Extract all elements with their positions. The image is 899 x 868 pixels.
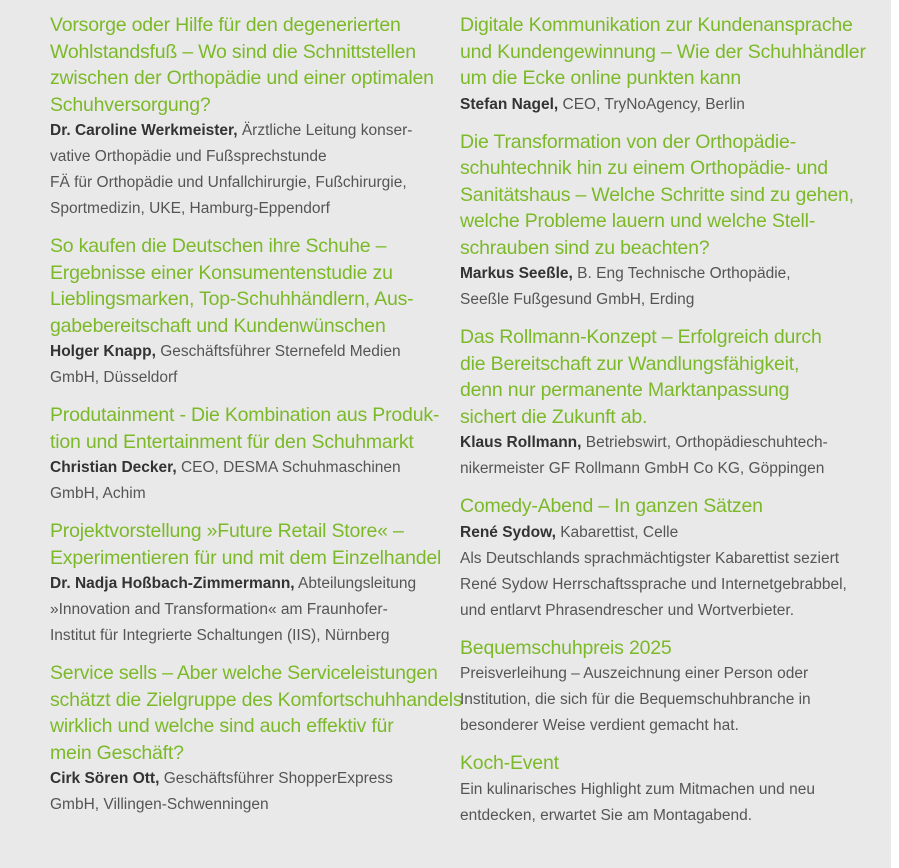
description-line [50, 118, 440, 144]
talk-title-line: Projektvorstellung »Future Retail Store« – [50, 520, 404, 542]
talk-title [460, 635, 880, 662]
program-item [460, 493, 880, 624]
description-text: Abteilungsleitung [294, 575, 417, 592]
talk-title [50, 402, 440, 455]
talk-description [50, 571, 440, 649]
description-line [50, 571, 440, 597]
talk-title-line: schrauben sind zu beachten? [460, 236, 710, 259]
talk-title [50, 233, 440, 339]
talk-title [460, 493, 880, 520]
description-line [50, 623, 440, 649]
description-text: Kabarettist, Celle [555, 523, 679, 541]
description-line [460, 261, 880, 287]
talk-description [460, 430, 880, 482]
program-item [50, 518, 440, 649]
description-text: Seeßle Fußgesund GmbH, Erding [460, 291, 695, 308]
description-line [50, 597, 440, 623]
talk-title-line: Service sells – Aber welche Serviceleistungen [50, 662, 438, 684]
description-text: CEO, DESMA Schuhmaschinen [176, 459, 401, 476]
talk-title-line: So kaufen die Deutschen ihre Schuhe – [50, 235, 387, 257]
description-line [460, 713, 880, 739]
description-text: CEO, TryNoAgency, Berlin [558, 95, 745, 113]
description-text: René Sydow Herrschaftssprache und Internetgebrabbel, [460, 575, 847, 593]
talk-description [50, 339, 440, 391]
description-line [50, 481, 440, 507]
talk-title [460, 129, 880, 262]
description-line [50, 365, 440, 391]
program-item [460, 129, 880, 314]
talk-title-line: zwischen der Orthopädie und einer optimalen [50, 67, 434, 89]
talk-title-line: Experimentieren für und mit dem Einzelhandel [50, 546, 442, 569]
talk-title-line: Koch-Event [460, 752, 559, 774]
talk-title-line: und Kundengewinnung – Wie der Schuhhändler [460, 40, 866, 63]
talk-title [460, 750, 880, 777]
speaker-name: Dr. Caroline Werkmeister, [50, 122, 238, 139]
description-line [460, 803, 880, 829]
talk-title-line: mein Geschäft? [50, 741, 184, 764]
talk-title-line: Bequemschuhpreis 2025 [460, 636, 672, 659]
description-line [50, 170, 440, 196]
talk-description [50, 118, 440, 222]
talk-title-line: Ergebnisse einer Konsumentenstudie zu [50, 261, 393, 284]
description-line [460, 687, 880, 713]
speaker-name: Cirk Sören Ott, [50, 770, 160, 787]
description-line [50, 792, 440, 818]
talk-title-line: Vorsorge oder Hilfe für den degenerierten [50, 14, 401, 36]
description-text: Als Deutschlands sprachmächtigster Kabarettist seziert [460, 549, 840, 567]
speaker-name: Markus Seeßle, [460, 265, 573, 282]
talk-description [50, 766, 440, 818]
description-text: Institut für Integrierte Schaltungen (IIS), Nürnberg [50, 627, 390, 644]
description-line [50, 766, 440, 792]
talk-title-line: Die Transformation von der Orthopädie- [460, 130, 796, 153]
program-item [460, 324, 880, 482]
description-line [460, 546, 880, 572]
description-text: Betriebswirt, Orthopädieschuhtech- [581, 434, 828, 451]
talk-title [460, 324, 880, 430]
talk-title [460, 12, 880, 92]
talk-title-line: schuhtechnik hin zu einem Orthopädie- und [460, 157, 828, 179]
description-text: Ein kulinarisches Highlight zum Mitmachen und neu [460, 780, 815, 798]
program-item [50, 402, 440, 507]
description-text: Geschäftsführer Sternefeld Medien [155, 343, 401, 360]
description-text: nikermeister GF Rollmann GmbH Co KG, Göppingen [460, 460, 825, 477]
talk-description [460, 520, 880, 624]
talk-title-line: schätzt die Zielgruppe des Komfortschuhhandels [50, 688, 463, 711]
description-line [50, 196, 440, 222]
talk-description [460, 777, 880, 829]
description-text: und entlarvt Phrasendrescher und Wortverbieter. [460, 601, 795, 619]
talk-title-line: Lieblingsmarken, Top-Schuhhändlern, Aus- [50, 288, 414, 310]
talk-title-line: um die Ecke online punkten kann [460, 67, 742, 89]
description-line [50, 144, 440, 170]
description-line [460, 598, 880, 624]
description-text: GmbH, Düsseldorf [50, 369, 178, 386]
description-line [460, 92, 880, 118]
talk-title-line: denn nur permanente Marktanpassung [460, 379, 790, 401]
description-text: Sportmedizin, UKE, Hamburg-Eppendorf [50, 200, 330, 217]
speaker-name: Stefan Nagel, [460, 95, 559, 113]
description-text: FÄ für Orthopädie und Unfallchirurgie, Fußchirurgie, [50, 174, 407, 191]
talk-title-line: Sanitätshaus – Welche Schritte sind zu gehen, [460, 183, 854, 206]
description-line [460, 430, 880, 456]
talk-title-line: Digitale Kommunikation zur Kundenansprache [460, 14, 853, 36]
description-line [460, 456, 880, 482]
talk-title-line: welche Probleme lauern und welche Stell- [460, 210, 816, 232]
description-text: vative Orthopädie und Fußsprechstunde [50, 148, 327, 165]
program-item [50, 12, 440, 222]
description-line [460, 777, 880, 803]
program-item [460, 750, 880, 829]
left-column [50, 12, 463, 829]
talk-title-line: gabebereitschaft und Kundenwünschen [50, 314, 386, 337]
description-line [460, 661, 880, 687]
description-text: GmbH, Villingen-Schwenningen [50, 796, 269, 813]
description-text: entdecken, erwartet Sie am Montagabend. [460, 806, 753, 824]
talk-title-line: die Bereitschaft zur Wandlungsfähigkeit, [460, 352, 800, 375]
talk-title-line: wirklich und welche sind auch effektiv für [50, 715, 394, 737]
right-column [460, 12, 880, 840]
talk-description [460, 261, 880, 313]
description-text: besonderer Weise verdient gemacht hat. [460, 717, 739, 734]
talk-description [460, 661, 880, 739]
speaker-name: Christian Decker, [50, 459, 177, 476]
talk-title-line: Wohlstandsfuß – Wo sind die Schnittstellen [50, 40, 416, 63]
talk-description [460, 92, 880, 118]
description-text: Institution, die sich für die Bequemschuhbranche in [460, 691, 811, 708]
description-text: B. Eng Technische Orthopädie, [572, 265, 791, 282]
description-line [50, 339, 440, 365]
description-line [460, 287, 880, 313]
talk-title-line: tion und Entertainment für den Schuhmarkt [50, 430, 414, 453]
description-text: Geschäftsführer ShopperExpress [159, 770, 393, 787]
program-item [50, 233, 440, 391]
description-text: GmbH, Achim [50, 485, 146, 502]
speaker-name: Holger Knapp, [50, 343, 156, 360]
description-text: Ärztliche Leitung konser- [237, 122, 413, 139]
talk-title-line: Produtainment - Die Kombination aus Produk- [50, 404, 440, 426]
speaker-name: Klaus Rollmann, [460, 434, 582, 451]
description-line [460, 520, 880, 546]
talk-description [50, 455, 440, 507]
program-item [460, 635, 880, 740]
program-item [460, 12, 880, 118]
talk-title-line: Schuhversorgung? [50, 93, 211, 116]
program-item [50, 660, 463, 818]
talk-title [50, 518, 440, 571]
description-line [50, 455, 440, 481]
speaker-name: René Sydow, [460, 523, 556, 541]
description-text: Preisverleihung – Auszeichnung einer Person oder [460, 665, 809, 682]
talk-title-line: Comedy-Abend – In ganzen Sätzen [460, 495, 763, 517]
description-text: »Innovation and Transformation« am Fraunhofer- [50, 601, 388, 618]
talk-title-line: sichert die Zukunft ab. [460, 405, 648, 428]
talk-title [50, 660, 463, 766]
speaker-name: Dr. Nadja Hoßbach-Zimmermann, [50, 575, 295, 592]
talk-title [50, 12, 440, 118]
description-line [460, 572, 880, 598]
talk-title-line: Das Rollmann-Konzept – Erfolgreich durch [460, 326, 822, 348]
